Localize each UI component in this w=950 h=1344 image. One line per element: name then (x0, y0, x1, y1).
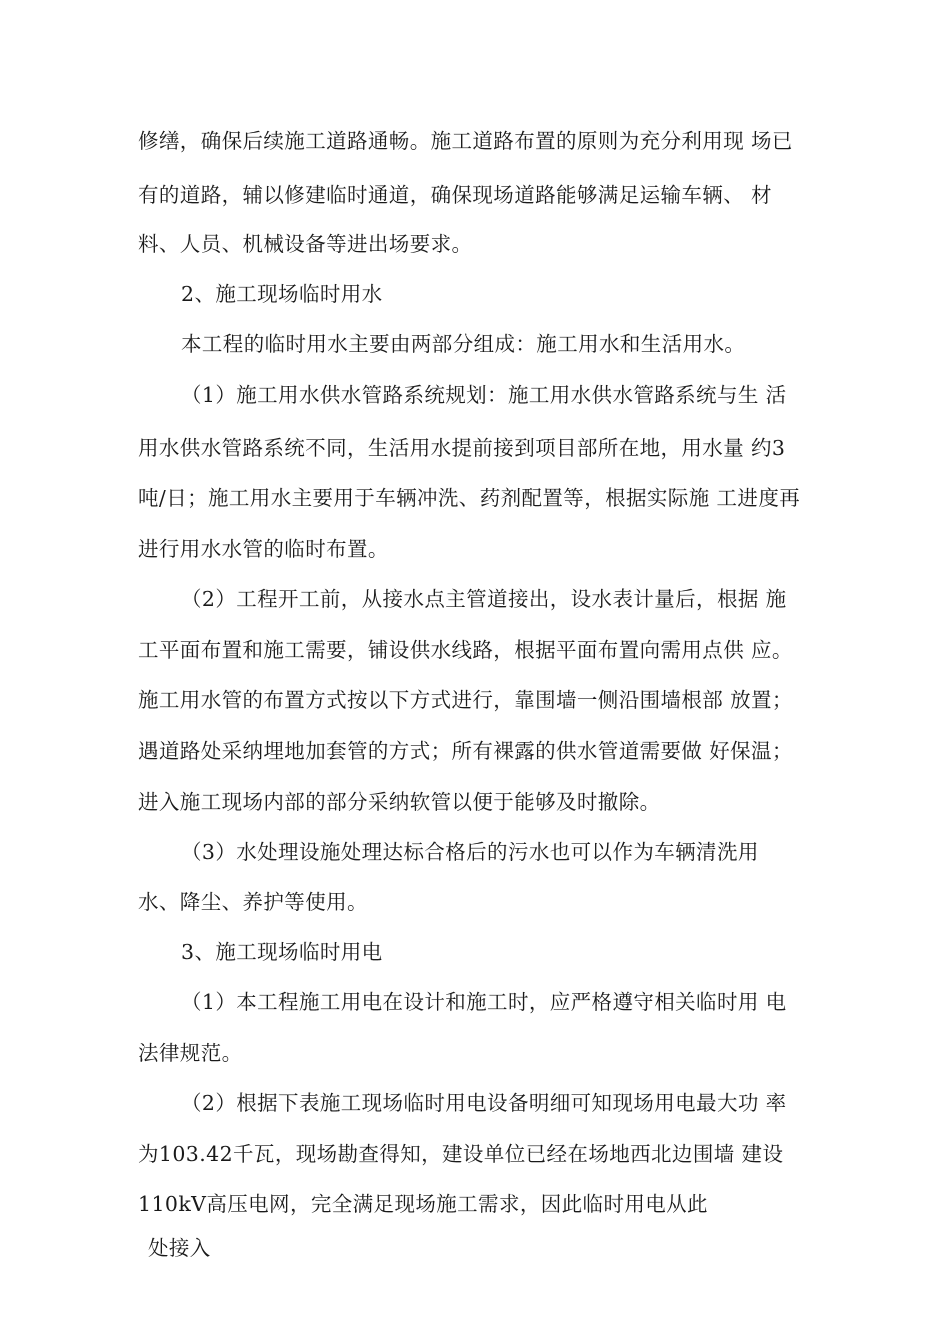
paragraph-line: （1）施工用水供水管路系统规划：施工用水供水管路系统与生 活 (181, 383, 787, 407)
paragraph-line: （2）工程开工前，从接水点主管道接出，设水表计量后，根据 施 (181, 587, 787, 611)
paragraph-line: 水、降尘、养护等使用。 (138, 890, 368, 914)
paragraph-line: 遇道路处采纳埋地加套管的方式；所有裸露的供水管道需要做 好保温； (138, 739, 793, 763)
paragraph-line: 吨/日；施工用水主要用于车辆冲洗、药剂配置等，根据实际施 工进度再 (138, 486, 801, 510)
section-heading: 2、施工现场临时用水 (181, 282, 383, 306)
paragraph-line: 用水供水管路系统不同，生活用水提前接到项目部所在地，用水量 约3 (138, 436, 786, 460)
paragraph-line: 处接入 (148, 1236, 211, 1260)
paragraph-line: 有的道路，辅以修建临时通道，确保现场道路能够满足运输车辆、 材 (138, 183, 772, 207)
paragraph-line: 110kV高压电网，完全满足现场施工需求，因此临时用电从此 (138, 1192, 708, 1216)
paragraph-line: 施工用水管的布置方式按以下方式进行，靠围墙一侧沿围墙根部 放置； (138, 688, 793, 712)
paragraph-line: 为103.42千瓦，现场勘查得知，建设单位已经在场地西北边围墙 建设 (138, 1142, 784, 1166)
paragraph-line: 修缮，确保后续施工道路通畅。施工道路布置的原则为充分利用现 场已 (138, 129, 793, 153)
paragraph-line: 法律规范。 (138, 1041, 243, 1065)
paragraph-line: （3）水处理设施处理达标合格后的污水也可以作为车辆清洗用 (181, 840, 759, 864)
paragraph-line: （2）根据下表施工现场临时用电设备明细可知现场用电最大功 率 (181, 1091, 787, 1115)
paragraph-line: 进入施工现场内部的部分采纳软管以便于能够及时撤除。 (138, 790, 661, 814)
paragraph-line: 本工程的临时用水主要由两部分组成：施工用水和生活用水。 (181, 332, 746, 356)
paragraph-line: 进行用水水管的临时布置。 (138, 537, 389, 561)
paragraph-line: 工平面布置和施工需要，铺设供水线路，根据平面布置向需用点供 应。 (138, 638, 793, 662)
paragraph-line: （1）本工程施工用电在设计和施工时，应严格遵守相关临时用 电 (181, 990, 787, 1014)
paragraph-line: 料、人员、机械设备等进出场要求。 (138, 232, 473, 256)
section-heading: 3、施工现场临时用电 (181, 940, 383, 964)
